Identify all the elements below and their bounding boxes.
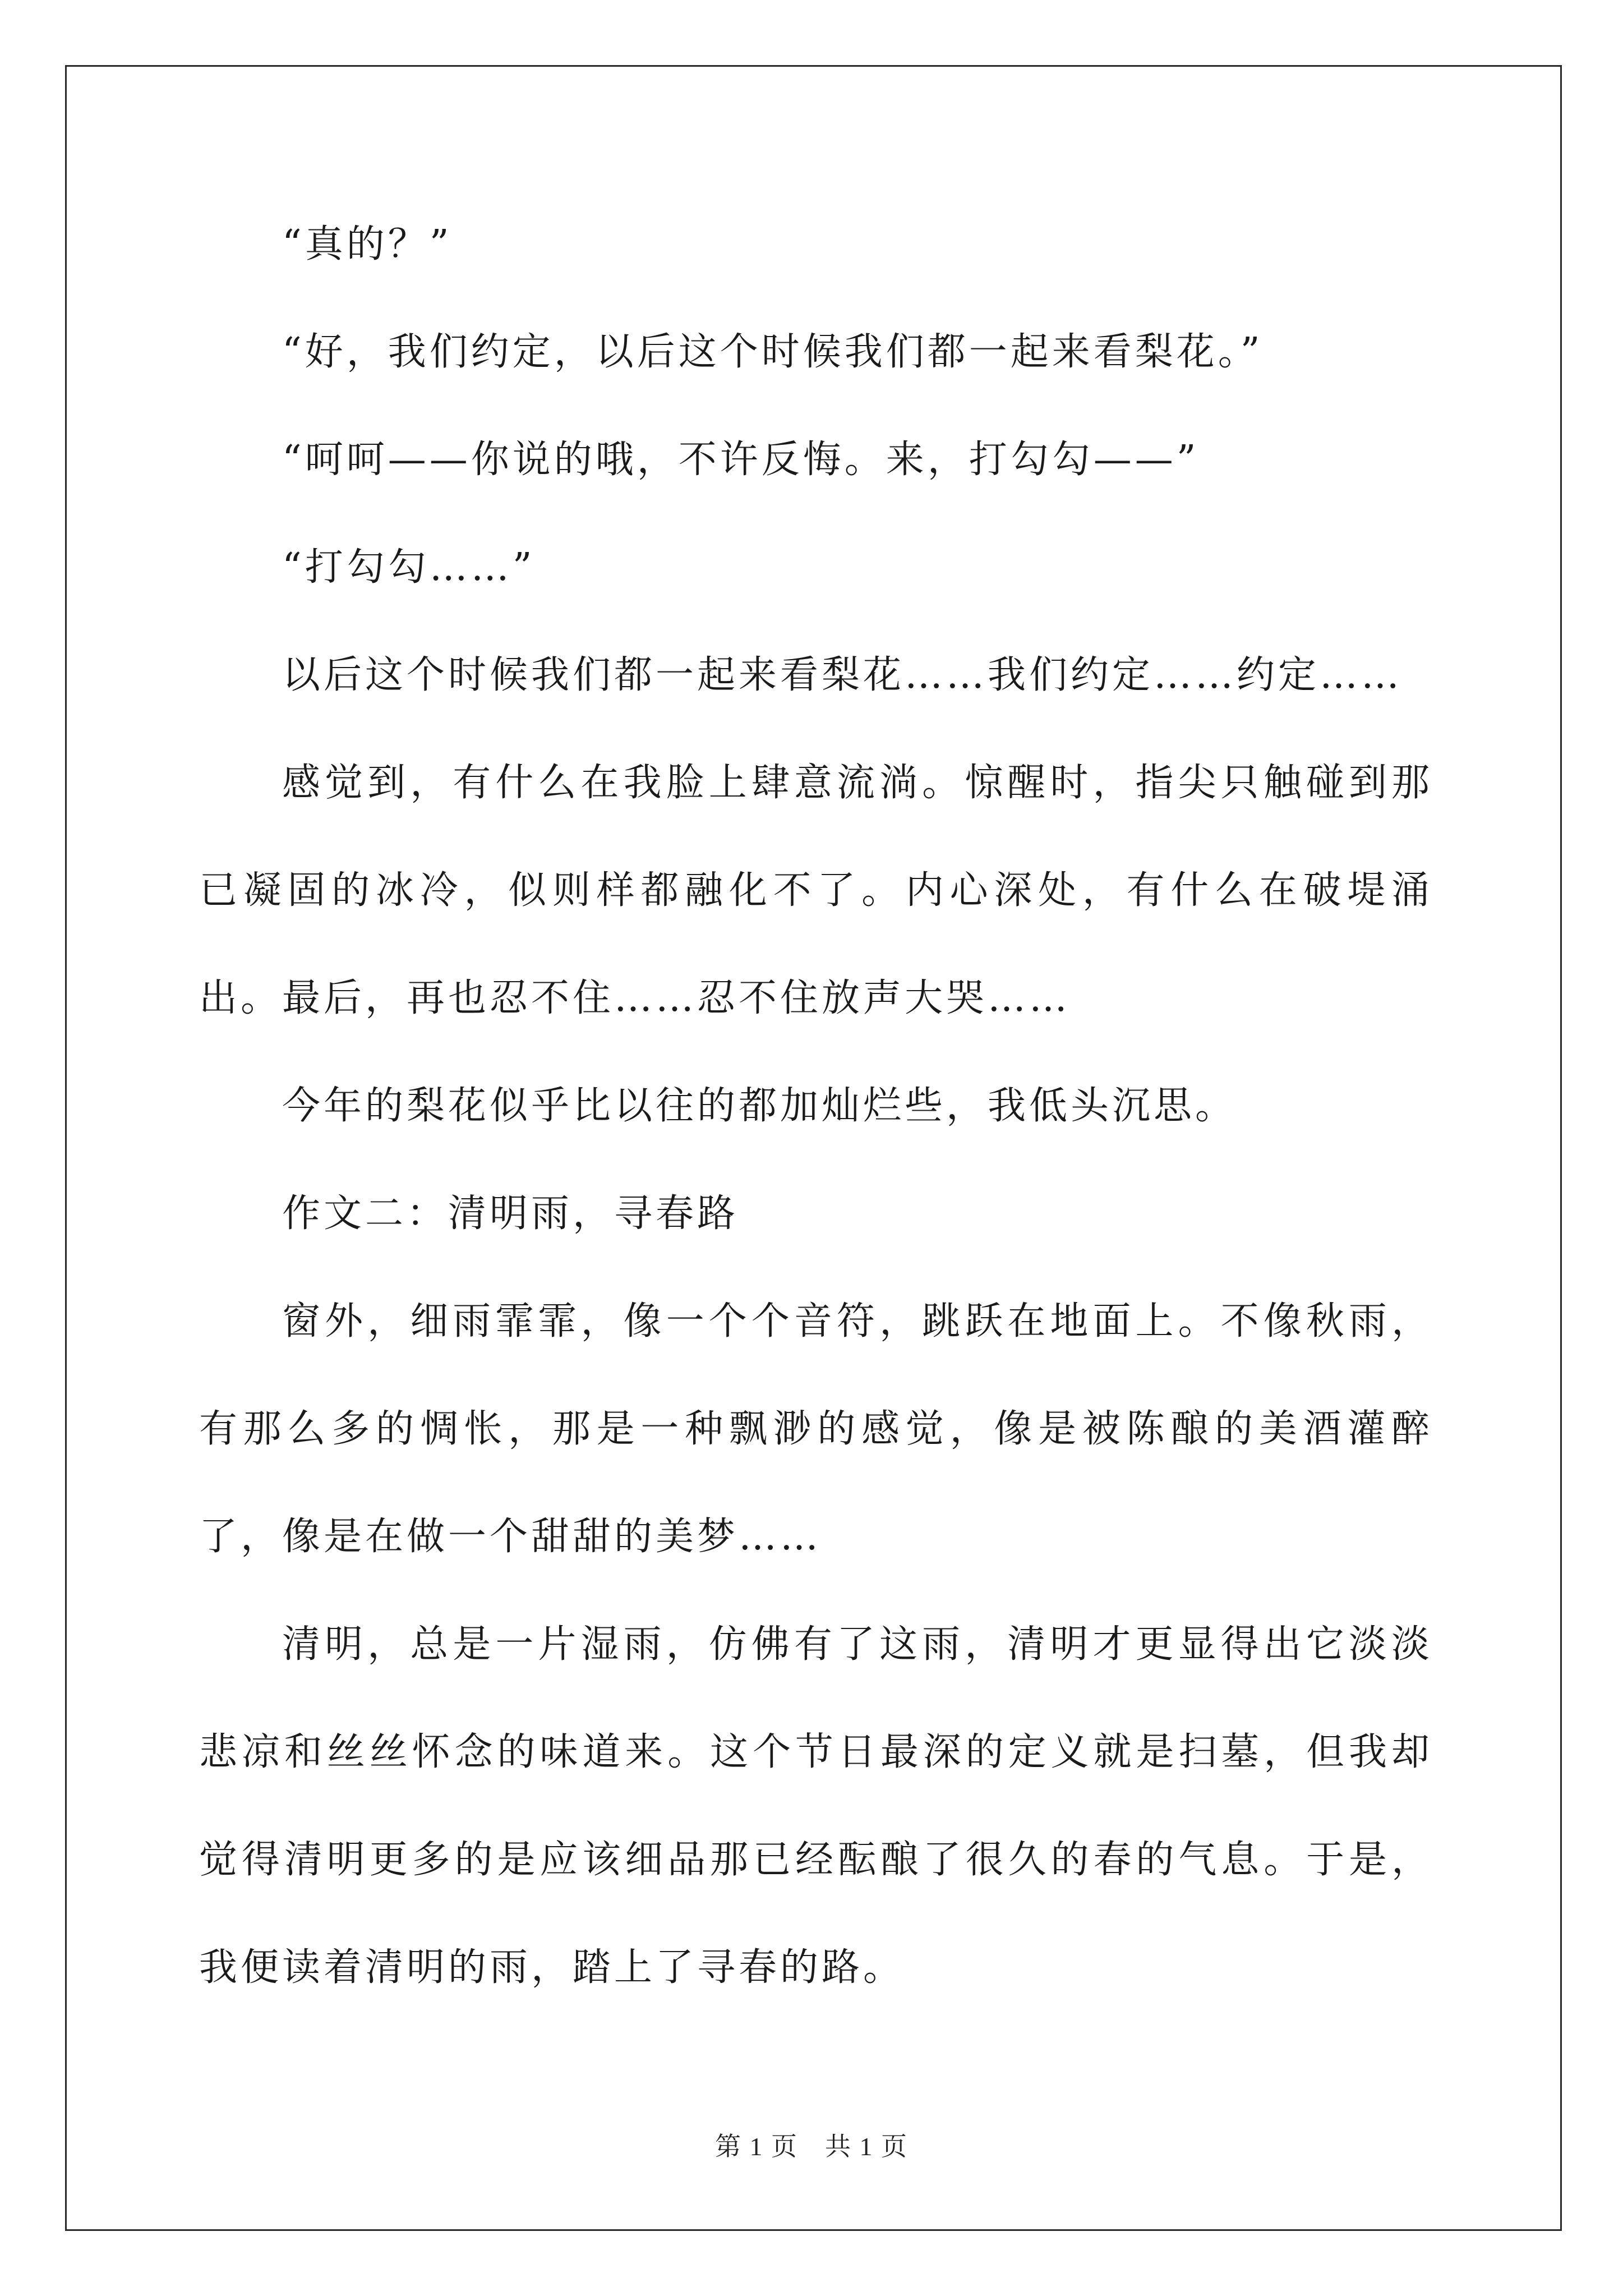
paragraph-2: “好，我们约定，以后这个时候我们都一起来看梨花。” — [282, 330, 1264, 374]
paragraph-1: “真的？” — [282, 222, 453, 266]
paragraph-6: 感觉到，有什么在我脸上肆意流淌。惊醒时，指尖只触碰到那已凝固的冰冷，似则样都融化不了。内心深处，有什么在破堤涌出。最后，再也忍不住……忍不住放声大哭…… — [199, 761, 1433, 1020]
paragraph-3: “呵呵——你说的哦，不许反悔。来，打勾勾——” — [282, 438, 1200, 482]
page-number-footer: 第 1 页 共 1 页 — [715, 2132, 908, 2161]
paragraph-5: 以后这个时候我们都一起来看梨花……我们约定……约定…… — [282, 653, 1403, 697]
section-heading: 作文二：清明雨，寻春路 — [282, 1191, 739, 1236]
document-body — [199, 191, 1433, 2022]
paragraph-9: 窗外，细雨霏霏，像一个个音符，跳跃在地面上。不像秋雨，有那么多的惆怅，那是一种飘渺的感觉，像是被陈酿的美酒灌醉了，像是在做一个甜甜的美梦…… — [199, 1299, 1433, 1559]
paragraph-7: 今年的梨花似乎比以往的都加灿烂些，我低头沉思。 — [282, 1084, 1237, 1128]
paragraph-4: “打勾勾……” — [282, 545, 536, 590]
paragraph-10: 清明，总是一片湿雨，仿佛有了这雨，清明才更显得出它淡淡悲凉和丝丝怀念的味道来。这个节日最深的定义就是扫墓，但我却觉得清明更多的是应该细品那已经酝酿了很久的春的气息。于是，我便读着清明的雨，踏上了寻春的路。 — [199, 1622, 1433, 1990]
